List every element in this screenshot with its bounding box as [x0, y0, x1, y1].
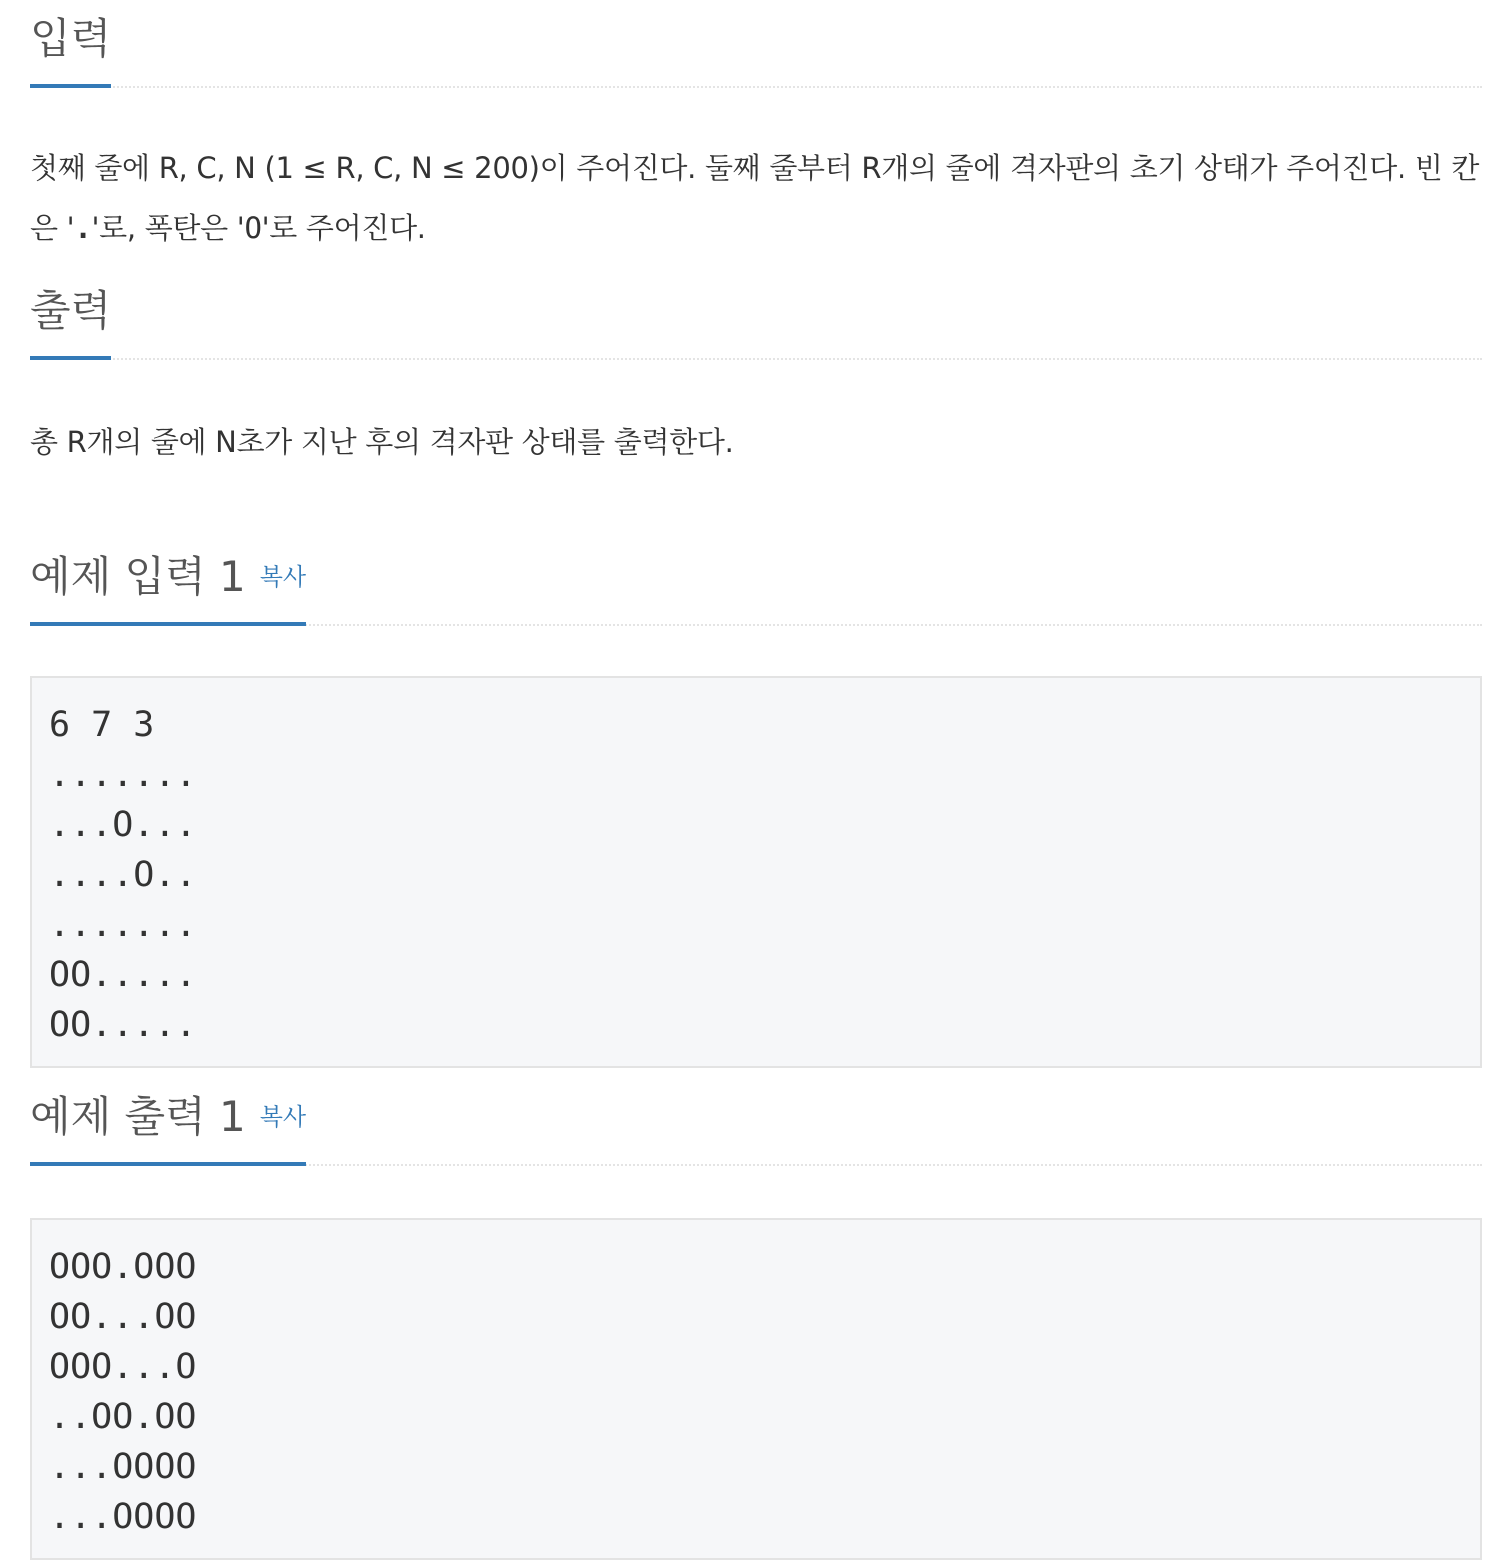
- sample-output-box: OOO.OOO OO...OO OOO...O ..OO.OO ...OOOO ...OOOO: [30, 1218, 1482, 1560]
- sample-input-copy-button[interactable]: 복사: [259, 563, 307, 591]
- output-section-title: [30, 286, 112, 360]
- empty-cell-char: .: [74, 211, 92, 245]
- sample-output-copy-button[interactable]: 복사: [259, 1103, 307, 1131]
- problem-content: [30, 0, 1482, 1560]
- input-text-between: '로, 폭탄은 ': [91, 211, 245, 245]
- input-title-text: 입력: [30, 14, 112, 63]
- input-text-after: '로 주어진다.: [261, 211, 426, 245]
- input-section-header: [30, 0, 1482, 88]
- sample-input-header: [30, 512, 1482, 626]
- sample-input-box: 6 7 3 ....... ...O... ....O.. ....... OO..... OO.....: [30, 676, 1482, 1068]
- output-section-header: [30, 258, 1482, 360]
- output-title-text: 출력: [30, 286, 112, 335]
- input-description: [30, 138, 1482, 258]
- sample-output-title: [30, 1092, 307, 1166]
- bomb-char: O: [244, 211, 262, 245]
- sample-input-title-text: 예제 입력 1: [30, 552, 246, 601]
- output-description: 총 R개의 줄에 N초가 지난 후의 격자판 상태를 출력한다.: [30, 425, 734, 459]
- sample-output-title-text: 예제 출력 1: [30, 1092, 246, 1141]
- sample-input-title: [30, 552, 307, 626]
- sample-output-header: [30, 1068, 1482, 1166]
- input-section-title: [30, 14, 112, 88]
- input-text-before-dot: 첫째 줄에 R, C, N (1 ≤ R, C, N ≤ 200)이 주어진다. 둘째 줄부터 R개의 줄에 격자판의 초기 상태가 주어진다. 빈 칸은 ': [30, 151, 1480, 245]
